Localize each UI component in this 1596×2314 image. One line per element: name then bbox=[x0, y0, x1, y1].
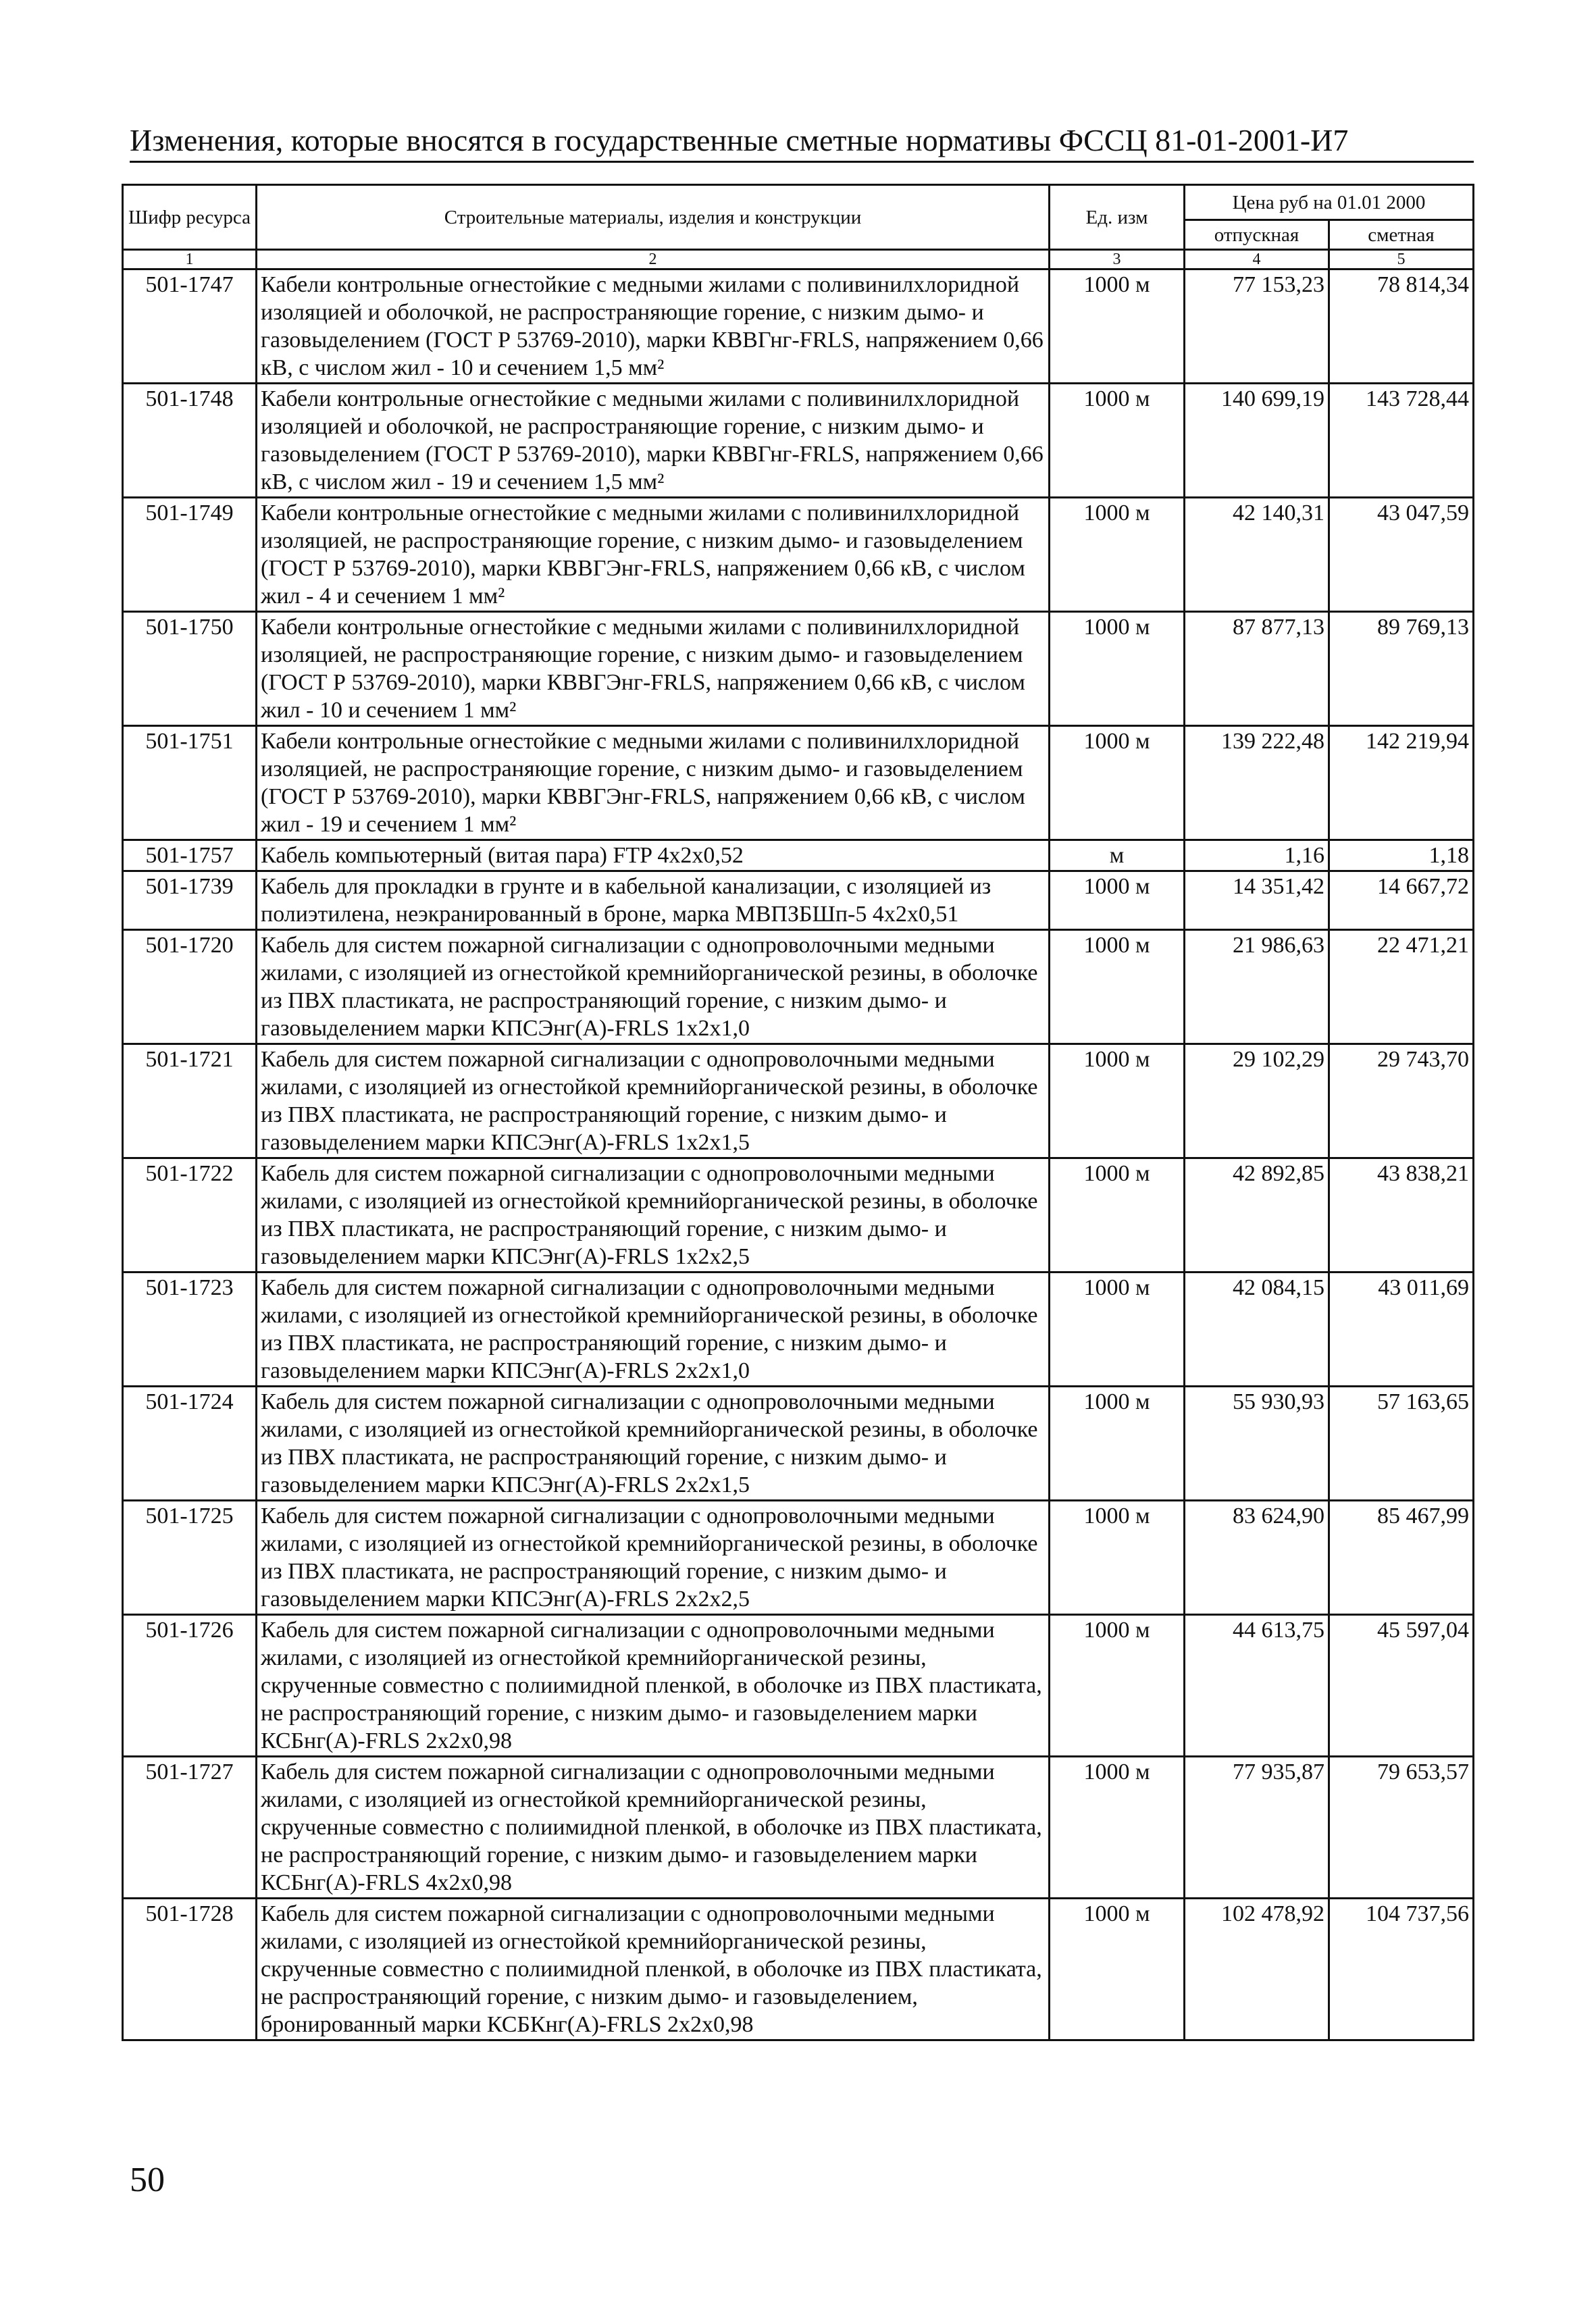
table-body bbox=[123, 269, 1474, 2040]
material-description: Кабель для систем пожарной сигнализации с однопроволочными медными жилами, с изоляцией из огнестойкой кремнийорганической резины, в оболочке из ПВХ пластиката, не распространяющий горение, с низким дымо- и газовыделением марки КПСЭнг(А)-FRLS 2х2х1,0 bbox=[257, 1272, 1050, 1387]
release-price: 87 877,13 bbox=[1185, 612, 1329, 726]
header-name: Строительные материалы, изделия и конструкции bbox=[257, 185, 1050, 250]
unit-of-measure: 1000 м bbox=[1050, 1387, 1185, 1501]
unit-of-measure: 1000 м bbox=[1050, 384, 1185, 498]
column-number: 2 bbox=[257, 250, 1050, 269]
estimate-price: 1,18 bbox=[1329, 840, 1474, 871]
unit-of-measure: 1000 м bbox=[1050, 612, 1185, 726]
estimate-price: 43 011,69 bbox=[1329, 1272, 1474, 1387]
estimate-price: 104 737,56 bbox=[1329, 1899, 1474, 2040]
resource-code: 501-1725 bbox=[123, 1501, 257, 1615]
table-row bbox=[123, 1501, 1474, 1615]
resource-code: 501-1751 bbox=[123, 726, 257, 840]
material-description: Кабель для систем пожарной сигнализации с однопроволочными медными жилами, с изоляцией из огнестойкой кремнийорганической резины, скрученные совместно с полиимидной пленкой, в оболочке из ПВХ пластиката, не распространяющий горение, с низким дымо- и газовыделением марки КСБнг(А)-FRLS 2х2х0,98 bbox=[257, 1615, 1050, 1757]
resource-code: 501-1727 bbox=[123, 1757, 257, 1899]
resource-code: 501-1748 bbox=[123, 384, 257, 498]
estimate-price: 14 667,72 bbox=[1329, 871, 1474, 930]
header-divider bbox=[130, 161, 1474, 163]
material-description: Кабель для систем пожарной сигнализации с однопроволочными медными жилами, с изоляцией из огнестойкой кремнийорганической резины, в оболочке из ПВХ пластиката, не распространяющий горение, с низким дымо- и газовыделением марки КПСЭнг(А)-FRLS 2х2х2,5 bbox=[257, 1501, 1050, 1615]
estimate-price: 142 219,94 bbox=[1329, 726, 1474, 840]
unit-of-measure: 1000 м bbox=[1050, 498, 1185, 612]
header-price-group: Цена руб на 01.01 2000 bbox=[1185, 185, 1474, 220]
table-row bbox=[123, 384, 1474, 498]
resource-code: 501-1739 bbox=[123, 871, 257, 930]
release-price: 139 222,48 bbox=[1185, 726, 1329, 840]
resource-code: 501-1724 bbox=[123, 1387, 257, 1501]
unit-of-measure: 1000 м bbox=[1050, 930, 1185, 1044]
estimate-price: 85 467,99 bbox=[1329, 1501, 1474, 1615]
table-row bbox=[123, 726, 1474, 840]
material-description: Кабели контрольные огнестойкие с медными жилами с поливинилхлоридной изоляцией, не распространяющие горение, с низким дымо- и газовыделением (ГОСТ Р 53769-2010), марки КВВГЭнг-FRLS, напряжением 0,66 кВ, с числом жил - 19 и сечением 1 мм² bbox=[257, 726, 1050, 840]
page-title: Изменения, которые вносятся в государственные сметные нормативы ФССЦ 81-01-2001-И7 bbox=[130, 123, 1349, 157]
resource-code: 501-1722 bbox=[123, 1158, 257, 1272]
release-price: 29 102,29 bbox=[1185, 1044, 1329, 1158]
release-price: 42 084,15 bbox=[1185, 1272, 1329, 1387]
release-price: 140 699,19 bbox=[1185, 384, 1329, 498]
material-description: Кабель для прокладки в грунте и в кабельной канализации, с изоляцией из полиэтилена, неэкранированный в броне, марка МВПЗБШп-5 4х2х0,51 bbox=[257, 871, 1050, 930]
estimate-price: 22 471,21 bbox=[1329, 930, 1474, 1044]
unit-of-measure: 1000 м bbox=[1050, 1272, 1185, 1387]
material-description: Кабель для систем пожарной сигнализации с однопроволочными медными жилами, с изоляцией из огнестойкой кремнийорганической резины, скрученные совместно с полиимидной пленкой, в оболочке из ПВХ пластиката, не распространяющий горение, с низким дымо- и газовыделением, бронированный марки КСБКнг(А)-FRLS 2х2х0,98 bbox=[257, 1899, 1050, 2040]
estimate-price: 89 769,13 bbox=[1329, 612, 1474, 726]
column-number: 3 bbox=[1050, 250, 1185, 269]
table-row bbox=[123, 840, 1474, 871]
header-estimate-price: сметная bbox=[1329, 220, 1474, 250]
release-price: 102 478,92 bbox=[1185, 1899, 1329, 2040]
table-row bbox=[123, 1757, 1474, 1899]
resource-code: 501-1723 bbox=[123, 1272, 257, 1387]
table-row bbox=[123, 1387, 1474, 1501]
release-price: 42 140,31 bbox=[1185, 498, 1329, 612]
material-description: Кабель для систем пожарной сигнализации с однопроволочными медными жилами, с изоляцией из огнестойкой кремнийорганической резины, в оболочке из ПВХ пластиката, не распространяющий горение, с низким дымо- и газовыделением марки КПСЭнг(А)-FRLS 2х2х1,5 bbox=[257, 1387, 1050, 1501]
estimate-price: 43 838,21 bbox=[1329, 1158, 1474, 1272]
unit-of-measure: 1000 м bbox=[1050, 1757, 1185, 1899]
release-price: 14 351,42 bbox=[1185, 871, 1329, 930]
table-row bbox=[123, 930, 1474, 1044]
column-number: 5 bbox=[1329, 250, 1474, 269]
unit-of-measure: м bbox=[1050, 840, 1185, 871]
estimate-price: 57 163,65 bbox=[1329, 1387, 1474, 1501]
release-price: 1,16 bbox=[1185, 840, 1329, 871]
page-number: 50 bbox=[130, 2161, 165, 2199]
table-row bbox=[123, 1615, 1474, 1757]
unit-of-measure: 1000 м bbox=[1050, 1501, 1185, 1615]
unit-of-measure: 1000 м bbox=[1050, 1899, 1185, 2040]
resource-code: 501-1721 bbox=[123, 1044, 257, 1158]
material-description: Кабель для систем пожарной сигнализации с однопроволочными медными жилами, с изоляцией из огнестойкой кремнийорганической резины, скрученные совместно с полиимидной пленкой, в оболочке из ПВХ пластиката, не распространяющий горение, с низким дымо- и газовыделением марки КСБнг(А)-FRLS 4х2х0,98 bbox=[257, 1757, 1050, 1899]
material-description: Кабели контрольные огнестойкие с медными жилами с поливинилхлоридной изоляцией и оболочкой, не распространяющие горение, с низким дымо- и газовыделением (ГОСТ Р 53769-2010), марки КВВГнг-FRLS, напряжением 0,66 кВ, с числом жил - 19 и сечением 1,5 мм² bbox=[257, 384, 1050, 498]
material-description: Кабель для систем пожарной сигнализации с однопроволочными медными жилами, с изоляцией из огнестойкой кремнийорганической резины, в оболочке из ПВХ пластиката, не распространяющий горение, с низким дымо- и газовыделением марки КПСЭнг(А)-FRLS 1х2х1,5 bbox=[257, 1044, 1050, 1158]
resource-code: 501-1747 bbox=[123, 269, 257, 384]
table-row bbox=[123, 269, 1474, 384]
resource-code: 501-1726 bbox=[123, 1615, 257, 1757]
unit-of-measure: 1000 м bbox=[1050, 269, 1185, 384]
table-row bbox=[123, 1899, 1474, 2040]
resource-code: 501-1750 bbox=[123, 612, 257, 726]
table-row bbox=[123, 1272, 1474, 1387]
resource-code: 501-1720 bbox=[123, 930, 257, 1044]
release-price: 21 986,63 bbox=[1185, 930, 1329, 1044]
resource-code: 501-1728 bbox=[123, 1899, 257, 2040]
estimate-price: 78 814,34 bbox=[1329, 269, 1474, 384]
resource-code: 501-1757 bbox=[123, 840, 257, 871]
unit-of-measure: 1000 м bbox=[1050, 726, 1185, 840]
resource-price-table bbox=[122, 184, 1474, 2041]
header-code: Шифр ресурса bbox=[123, 185, 257, 250]
material-description: Кабель компьютерный (витая пара) FTP 4x2x0,52 bbox=[257, 840, 1050, 871]
unit-of-measure: 1000 м bbox=[1050, 1158, 1185, 1272]
release-price: 77 935,87 bbox=[1185, 1757, 1329, 1899]
table-row bbox=[123, 498, 1474, 612]
estimate-price: 79 653,57 bbox=[1329, 1757, 1474, 1899]
release-price: 77 153,23 bbox=[1185, 269, 1329, 384]
material-description: Кабели контрольные огнестойкие с медными жилами с поливинилхлоридной изоляцией, не распространяющие горение, с низким дымо- и газовыделением (ГОСТ Р 53769-2010), марки КВВГЭнг-FRLS, напряжением 0,66 кВ, с числом жил - 4 и сечением 1 мм² bbox=[257, 498, 1050, 612]
unit-of-measure: 1000 м bbox=[1050, 1615, 1185, 1757]
resource-code: 501-1749 bbox=[123, 498, 257, 612]
estimate-price: 43 047,59 bbox=[1329, 498, 1474, 612]
table-row bbox=[123, 612, 1474, 726]
estimate-price: 29 743,70 bbox=[1329, 1044, 1474, 1158]
unit-of-measure: 1000 м bbox=[1050, 1044, 1185, 1158]
material-description: Кабели контрольные огнестойкие с медными жилами с поливинилхлоридной изоляцией и оболочкой, не распространяющие горение, с низким дымо- и газовыделением (ГОСТ Р 53769-2010), марки КВВГнг-FRLS, напряжением 0,66 кВ, с числом жил - 10 и сечением 1,5 мм² bbox=[257, 269, 1050, 384]
table-row bbox=[123, 871, 1474, 930]
unit-of-measure: 1000 м bbox=[1050, 871, 1185, 930]
estimate-price: 143 728,44 bbox=[1329, 384, 1474, 498]
material-description: Кабель для систем пожарной сигнализации с однопроволочными медными жилами, с изоляцией из огнестойкой кремнийорганической резины, в оболочке из ПВХ пластиката, не распространяющий горение, с низким дымо- и газовыделением марки КПСЭнг(А)-FRLS 1х2х1,0 bbox=[257, 930, 1050, 1044]
release-price: 83 624,90 bbox=[1185, 1501, 1329, 1615]
table-row bbox=[123, 1044, 1474, 1158]
material-description: Кабели контрольные огнестойкие с медными жилами с поливинилхлоридной изоляцией, не распространяющие горение, с низким дымо- и газовыделением (ГОСТ Р 53769-2010), марки КВВГЭнг-FRLS, напряжением 0,66 кВ, с числом жил - 10 и сечением 1 мм² bbox=[257, 612, 1050, 726]
release-price: 55 930,93 bbox=[1185, 1387, 1329, 1501]
material-description: Кабель для систем пожарной сигнализации с однопроволочными медными жилами, с изоляцией из огнестойкой кремнийорганической резины, в оболочке из ПВХ пластиката, не распространяющий горение, с низким дымо- и газовыделением марки КПСЭнг(А)-FRLS 1х2х2,5 bbox=[257, 1158, 1050, 1272]
column-number: 1 bbox=[123, 250, 257, 269]
release-price: 42 892,85 bbox=[1185, 1158, 1329, 1272]
header-release-price: отпускная bbox=[1185, 220, 1329, 250]
column-number: 4 bbox=[1185, 250, 1329, 269]
estimate-price: 45 597,04 bbox=[1329, 1615, 1474, 1757]
table-row bbox=[123, 1158, 1474, 1272]
release-price: 44 613,75 bbox=[1185, 1615, 1329, 1757]
header-unit: Ед. изм bbox=[1050, 185, 1185, 250]
